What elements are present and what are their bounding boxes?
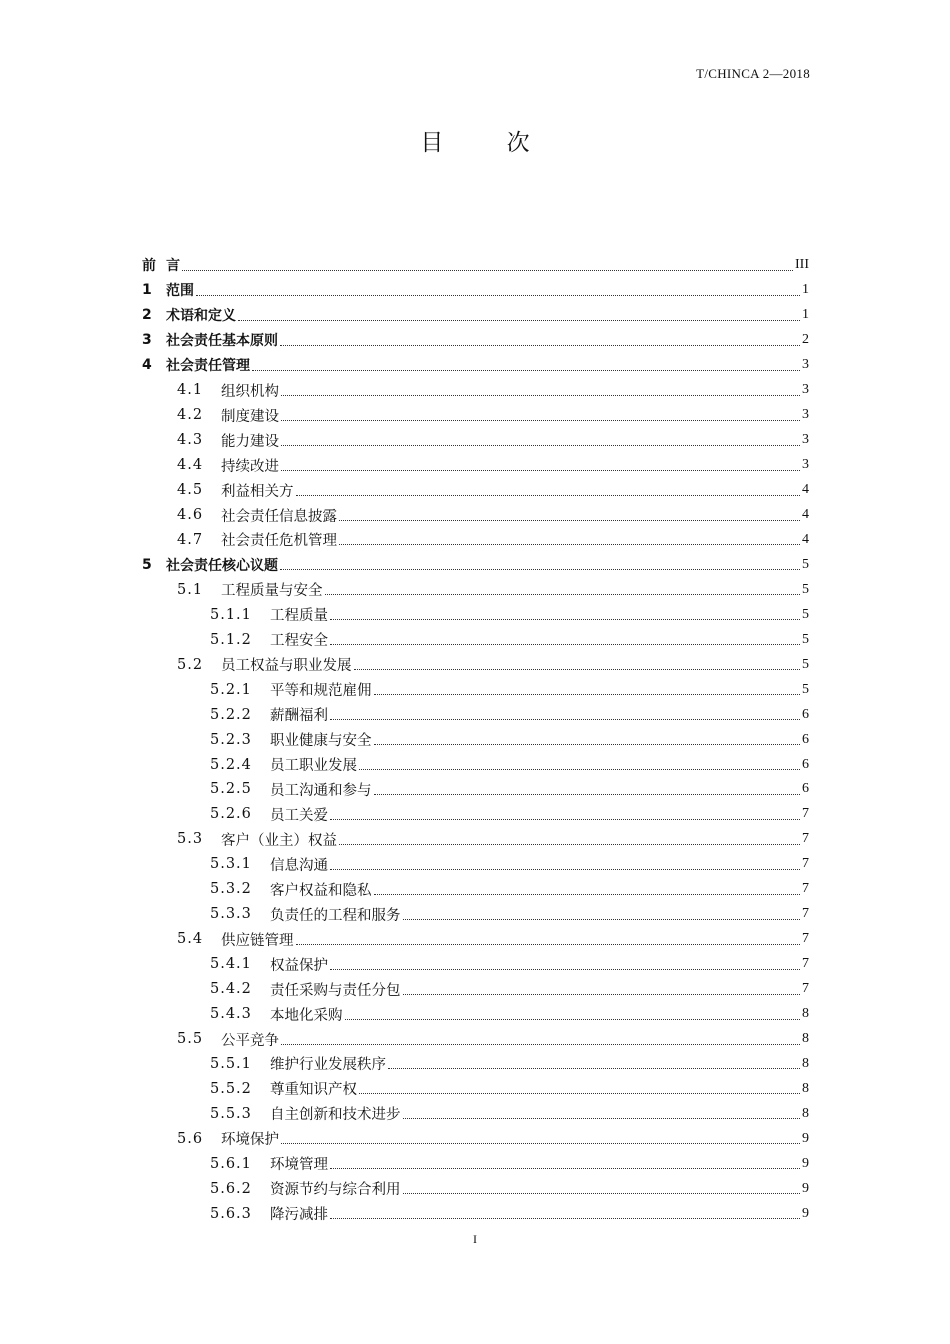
toc-dot-leader xyxy=(281,445,800,446)
toc-entry[interactable] xyxy=(142,428,809,453)
toc-dot-leader xyxy=(330,619,800,620)
toc-dot-leader xyxy=(281,395,800,396)
toc-dot-leader xyxy=(281,470,800,471)
toc-entry-label: 员工权益与职业发展 xyxy=(221,658,352,675)
toc-entry-label: 工程安全 xyxy=(270,633,328,650)
toc-entry-number: 5.4.1 xyxy=(210,956,252,973)
standard-code: T/CHINCA 2—2018 xyxy=(696,66,810,81)
toc-entry-page: 3 xyxy=(802,432,809,448)
toc-dot-leader xyxy=(345,1019,801,1020)
toc-entry-label: 资源节约与综合利用 xyxy=(270,1182,401,1199)
toc-entry-number: 1 xyxy=(142,282,152,299)
toc-entry[interactable] xyxy=(142,527,809,552)
toc-dot-leader xyxy=(359,1093,800,1094)
toc-dot-leader xyxy=(330,644,800,645)
toc-entry-number: 5.4.2 xyxy=(210,981,252,998)
toc-entry-page: 9 xyxy=(802,1130,809,1146)
toc-entry[interactable] xyxy=(142,278,809,303)
toc-entry[interactable] xyxy=(142,1052,809,1077)
toc-entry-label: 社会责任信息披露 xyxy=(221,508,337,525)
toc-dot-leader xyxy=(359,769,800,770)
toc-entry-page: 5 xyxy=(802,581,809,597)
toc-entry-page: 7 xyxy=(802,856,809,872)
toc-entry-number: 5.5.3 xyxy=(210,1105,252,1122)
toc-dot-leader xyxy=(330,1168,800,1169)
toc-dot-leader xyxy=(281,1044,800,1045)
toc-entry[interactable] xyxy=(142,403,809,428)
toc-entry[interactable] xyxy=(142,328,809,353)
toc-dot-leader xyxy=(281,1143,800,1144)
toc-entry[interactable] xyxy=(142,378,809,403)
toc-dot-leader xyxy=(339,844,800,845)
toc-entry-label: 公平竞争 xyxy=(221,1032,279,1049)
toc-entry-page: 5 xyxy=(802,631,809,647)
toc-entry-page: 6 xyxy=(802,781,809,797)
toc-entry-page: 3 xyxy=(802,382,809,398)
toc-entry[interactable] xyxy=(142,827,809,852)
toc-entry-number: 5.6.3 xyxy=(210,1205,252,1222)
toc-entry-page: 5 xyxy=(802,556,809,572)
toc-entry[interactable] xyxy=(142,453,809,478)
toc-entry-page: 8 xyxy=(802,1055,809,1071)
toc-entry-number: 4.6 xyxy=(177,507,204,523)
toc-entry[interactable] xyxy=(142,977,809,1002)
toc-entry-label: 尊重知识产权 xyxy=(270,1082,357,1099)
toc-dot-leader xyxy=(403,1118,801,1119)
toc-dot-leader xyxy=(182,270,793,271)
toc-dot-leader xyxy=(296,944,801,945)
toc-entry-label: 平等和规范雇佣 xyxy=(270,683,372,700)
toc-dot-leader xyxy=(252,370,800,371)
toc-entry-label: 本地化采购 xyxy=(270,1007,343,1024)
toc-entry-number: 3 xyxy=(142,332,152,349)
toc-dot-leader xyxy=(374,744,801,745)
toc-entry[interactable] xyxy=(142,952,809,977)
toc-entry-page: 4 xyxy=(802,507,809,522)
toc-entry-page: 7 xyxy=(802,831,809,847)
toc-entry-label: 员工职业发展 xyxy=(270,758,357,775)
toc-dot-leader xyxy=(339,520,800,521)
toc-entry-number: 5.1.1 xyxy=(210,606,252,623)
toc-entry-label: 信息沟通 xyxy=(270,857,328,874)
toc-entry-label: 工程质量与安全 xyxy=(221,583,323,600)
toc-dot-leader xyxy=(281,420,800,421)
toc-entry-number: 5.6.1 xyxy=(210,1155,252,1172)
toc-entry-label: 范围 xyxy=(166,283,194,300)
toc-entry-label: 环境保护 xyxy=(221,1132,279,1149)
toc-entry-page: 7 xyxy=(802,906,809,922)
toc-entry-page: 2 xyxy=(802,332,809,348)
toc-entry-label: 社会责任核心议题 xyxy=(166,557,278,574)
toc-entry-number: 5.5.1 xyxy=(210,1055,252,1072)
page-folio: I xyxy=(473,1232,477,1246)
toc-entry-page: 9 xyxy=(802,1155,809,1171)
toc-entry-page: 3 xyxy=(802,407,809,423)
toc-entry-number: 5.3 xyxy=(177,831,204,848)
toc-entry[interactable] xyxy=(142,852,809,877)
toc-entry[interactable] xyxy=(142,902,809,927)
toc-entry-page: 3 xyxy=(802,357,809,373)
toc-entry-number: 5.6.2 xyxy=(210,1180,252,1197)
toc-entry-number: 5.3.3 xyxy=(210,906,252,923)
toc-entry-number: 5.3.2 xyxy=(210,881,252,898)
toc-entry[interactable] xyxy=(142,627,809,652)
toc-entry-number: 5.3.1 xyxy=(210,856,252,873)
toc-dot-leader xyxy=(280,569,800,570)
toc-entry-label: 降污减排 xyxy=(270,1207,328,1224)
toc-entry-page: 8 xyxy=(802,1105,809,1121)
toc-entry-number: 前 xyxy=(142,258,156,275)
toc-dot-leader xyxy=(403,1193,801,1194)
toc-entry-number: 4.1 xyxy=(177,382,204,399)
toc-entry-label: 责任采购与责任分包 xyxy=(270,982,401,999)
toc-entry-label: 言 xyxy=(166,258,180,275)
toc-entry-page: 7 xyxy=(802,981,809,997)
toc-entry-label: 工程质量 xyxy=(270,608,328,625)
toc-entry[interactable] xyxy=(142,1101,809,1126)
toc-entry-label: 维护行业发展秩序 xyxy=(270,1057,386,1074)
toc-entry-page: 1 xyxy=(802,282,809,298)
toc-entry[interactable] xyxy=(142,303,809,328)
table-of-contents xyxy=(142,253,809,1226)
toc-dot-leader xyxy=(374,894,801,895)
toc-entry-label: 社会责任基本原则 xyxy=(166,333,278,350)
toc-entry-label: 职业健康与安全 xyxy=(270,733,372,750)
toc-entry[interactable] xyxy=(142,652,809,677)
toc-entry[interactable] xyxy=(142,1126,809,1151)
toc-entry-number: 5.5 xyxy=(177,1031,204,1048)
toc-entry-number: 5.2.3 xyxy=(210,731,252,748)
toc-entry-label: 自主创新和技术进步 xyxy=(270,1107,401,1124)
toc-dot-leader xyxy=(374,694,801,695)
toc-entry[interactable] xyxy=(142,1176,809,1201)
toc-entry[interactable] xyxy=(142,877,809,902)
toc-entry[interactable] xyxy=(142,677,809,702)
toc-entry-label: 制度建设 xyxy=(221,408,279,425)
toc-entry-label: 能力建设 xyxy=(221,433,279,450)
toc-entry-number: 5.2.1 xyxy=(210,681,252,698)
toc-entry-label: 持续改进 xyxy=(221,458,279,475)
toc-entry-number: 5.2.2 xyxy=(210,706,252,723)
toc-entry-number: 5.2.4 xyxy=(210,756,252,773)
toc-entry-page: 6 xyxy=(802,731,809,747)
toc-entry[interactable] xyxy=(142,478,809,503)
toc-entry-label: 环境管理 xyxy=(270,1157,328,1174)
toc-entry-number: 4 xyxy=(142,357,152,374)
toc-entry-page: 4 xyxy=(802,531,809,547)
toc-entry-page: 7 xyxy=(802,931,809,947)
toc-entry-page: 5 xyxy=(802,681,809,697)
toc-entry-label: 薪酬福利 xyxy=(270,708,328,725)
toc-entry-page: 8 xyxy=(802,1031,809,1047)
toc-entry-number: 5.4.3 xyxy=(210,1006,252,1023)
toc-entry-label: 社会责任管理 xyxy=(166,358,250,375)
page-title: 目 次 xyxy=(420,130,558,156)
toc-entry-number: 4.5 xyxy=(177,482,204,499)
toc-entry-label: 员工沟通和参与 xyxy=(270,782,372,799)
toc-dot-leader xyxy=(330,719,800,720)
toc-entry-number: 5.1 xyxy=(177,581,204,598)
toc-entry[interactable] xyxy=(142,702,809,727)
toc-entry-page: 6 xyxy=(802,706,809,722)
toc-entry-number: 5.1.2 xyxy=(210,631,252,648)
toc-entry[interactable] xyxy=(142,503,809,528)
toc-dot-leader xyxy=(403,994,801,995)
toc-entry[interactable] xyxy=(142,1076,809,1101)
toc-dot-leader xyxy=(238,320,800,321)
toc-entry-number: 2 xyxy=(142,307,152,324)
toc-entry-page: 9 xyxy=(802,1205,809,1221)
toc-entry[interactable] xyxy=(142,552,809,577)
toc-entry-page: 7 xyxy=(802,806,809,822)
toc-entry-page: 9 xyxy=(802,1180,809,1196)
toc-entry-page: III xyxy=(795,257,809,273)
toc-entry-number: 5.6 xyxy=(177,1130,204,1147)
toc-dot-leader xyxy=(325,594,801,595)
toc-entry-page: 3 xyxy=(802,457,809,473)
toc-dot-leader xyxy=(280,345,800,346)
toc-entry[interactable] xyxy=(142,752,809,777)
toc-entry-number: 4.4 xyxy=(177,457,204,474)
toc-entry-label: 客户权益和隐私 xyxy=(270,882,372,899)
toc-entry-number: 5.2.6 xyxy=(210,806,252,823)
toc-entry-number: 5.2.5 xyxy=(210,781,252,798)
toc-entry-number: 5.5.2 xyxy=(210,1080,252,1097)
toc-entry-label: 术语和定义 xyxy=(166,308,236,325)
toc-dot-leader xyxy=(339,544,800,545)
toc-entry[interactable] xyxy=(142,353,809,378)
toc-entry[interactable] xyxy=(142,577,809,602)
toc-entry[interactable] xyxy=(142,253,809,278)
toc-entry-page: 8 xyxy=(802,1080,809,1096)
toc-entry-page: 7 xyxy=(802,881,809,897)
toc-entry-number: 4.7 xyxy=(177,531,204,548)
toc-dot-leader xyxy=(374,794,801,795)
toc-entry-page: 5 xyxy=(802,606,809,622)
toc-dot-leader xyxy=(330,1218,800,1219)
toc-dot-leader xyxy=(296,495,801,496)
toc-dot-leader xyxy=(388,1068,800,1069)
toc-entry[interactable] xyxy=(142,777,809,802)
toc-entry-number: 5 xyxy=(142,556,152,573)
toc-entry-page: 6 xyxy=(802,756,809,772)
toc-dot-leader xyxy=(330,969,800,970)
toc-entry-number: 5.4 xyxy=(177,931,204,948)
toc-entry[interactable] xyxy=(142,602,809,627)
toc-entry-label: 客户（业主）权益 xyxy=(221,832,337,849)
toc-entry-page: 4 xyxy=(802,482,809,498)
toc-entry-page: 8 xyxy=(802,1006,809,1022)
toc-entry[interactable] xyxy=(142,1002,809,1027)
toc-entry-label: 负责任的工程和服务 xyxy=(270,907,401,924)
toc-entry[interactable] xyxy=(142,802,809,827)
toc-entry-page: 7 xyxy=(802,956,809,972)
toc-entry-label: 员工关爱 xyxy=(270,807,328,824)
toc-entry[interactable] xyxy=(142,927,809,952)
toc-entry-label: 供应链管理 xyxy=(221,932,294,949)
toc-entry-page: 1 xyxy=(802,307,809,323)
toc-entry-number: 4.2 xyxy=(177,407,204,424)
toc-entry[interactable] xyxy=(142,1151,809,1176)
toc-entry-page: 5 xyxy=(802,656,809,672)
toc-entry-label: 利益相关方 xyxy=(221,483,294,500)
toc-entry-number: 5.2 xyxy=(177,656,204,673)
toc-entry-label: 组织机构 xyxy=(221,383,279,400)
toc-dot-leader xyxy=(330,819,800,820)
toc-entry[interactable] xyxy=(142,727,809,752)
toc-dot-leader xyxy=(354,669,801,670)
toc-dot-leader xyxy=(403,919,801,920)
toc-entry-label: 权益保护 xyxy=(270,957,328,974)
toc-entry-label: 社会责任危机管理 xyxy=(221,533,337,550)
toc-entry-number: 4.3 xyxy=(177,432,204,449)
toc-entry[interactable] xyxy=(142,1201,809,1226)
toc-dot-leader xyxy=(330,869,800,870)
toc-dot-leader xyxy=(196,295,800,296)
toc-entry[interactable] xyxy=(142,1027,809,1052)
